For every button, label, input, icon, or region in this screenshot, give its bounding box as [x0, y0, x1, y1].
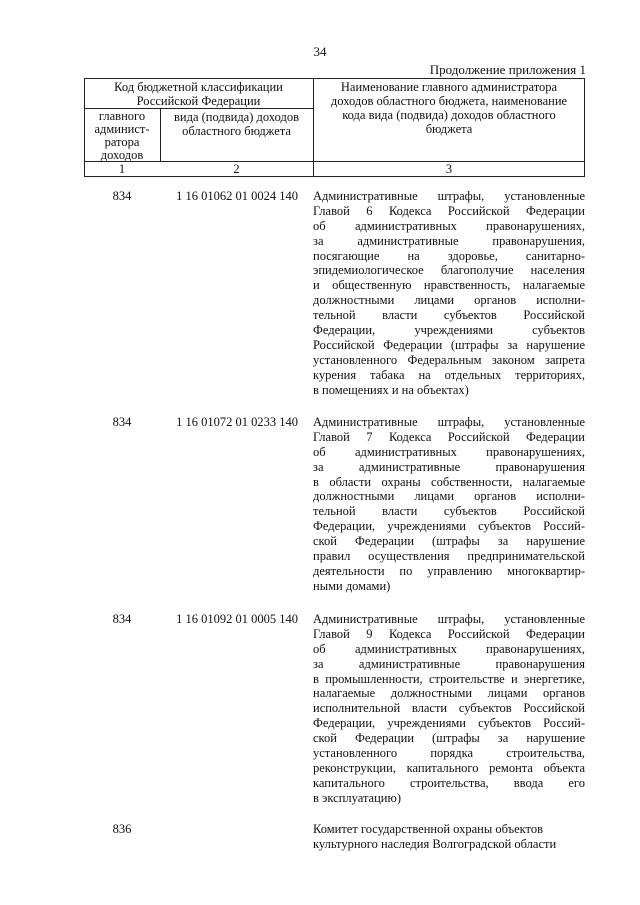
row-name: Административные штрафы, установленные Главой 6 Кодекса Российской Федерации об административных правонарушениях, за административные правонарушения, посягающие на здоровье, санитарно- эпидемиологическое благополучие населения и общественную нравственность, налагаемые должностными лицами органов исполни- тельной власти субъектов Российской Федерации, учреждениями субъектов Российской Федерации (штрафы за нарушение установленного Федеральным законом запрета курения табака на отдельных территориях, в помещениях и на объектах): [313, 189, 585, 397]
row-budget-code: 1 16 01072 01 0233 140: [176, 415, 298, 429]
row-admin-code: 834: [112, 189, 132, 203]
header-num-1: 1: [118, 162, 126, 176]
header-num-3: 3: [445, 162, 453, 176]
page-number: 34: [313, 44, 327, 59]
row-name: Комитет государственной охраны объектов культурного наследия Волгоградской области: [313, 822, 557, 851]
row-budget-code: 1 16 01062 01 0024 140: [176, 189, 298, 203]
header-group-title: Код бюджетной классификации Российской Федерации: [114, 80, 283, 108]
row-admin-code: 834: [112, 612, 132, 626]
row-admin-code: 834: [112, 415, 132, 429]
row-name: Административные штрафы, установленные Главой 7 Кодекса Российской Федерации об административных правонарушениях, за административные правонарушения в области охраны собственности, налагаемые должностными лицами органов исполни- тельной власти субъектов Российской Федерации, учреждениями субъектов Россий- ской Федерации (штрафы за нарушение правил осуществления предпринимательской деятельности по управлению многоквартир- ными домами): [313, 415, 585, 593]
table-header: [84, 78, 585, 177]
row-name: Административные штрафы, установленные Главой 9 Кодекса Российской Федерации об административных правонарушениях, за административные правонарушения в промышленности, строительстве и энергетике, налагаемые должностными лицами органов исполнительной власти субъектов Российской Федерации, учреждениями субъектов Россий- ской Федерации (штрафы за нарушение установленного порядка строительства, реконструкции, капитального ремонта объекта капитального строительства, ввода его в эксплуатацию): [313, 612, 585, 805]
header-col-admin: главного админист- ратора доходов: [94, 109, 150, 162]
header-col-name: Наименование главного администратора доходов областного бюджета, наименование кода вида (подвида) доходов областного бюджета: [330, 80, 568, 136]
header-col-code: вида (подвида) доходов областного бюджета: [174, 110, 299, 138]
continuation-label: Продолжение приложения 1: [429, 62, 586, 77]
row-budget-code: 1 16 01092 01 0005 140: [176, 612, 298, 626]
row-admin-code: 836: [112, 822, 132, 836]
header-num-2: 2: [233, 162, 240, 176]
